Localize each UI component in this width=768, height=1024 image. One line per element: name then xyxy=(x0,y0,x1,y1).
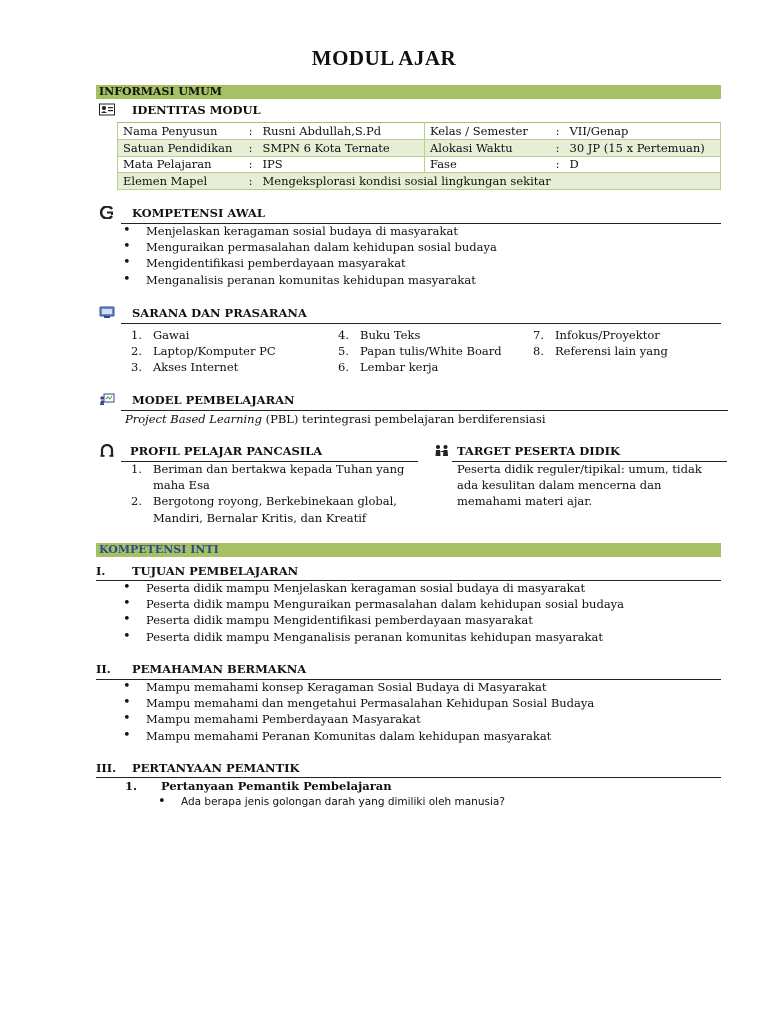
identitas-table xyxy=(117,122,721,190)
section-number: III. xyxy=(96,761,117,775)
list-item: 2. Laptop/Komputer PC xyxy=(131,344,276,359)
row-value: D xyxy=(565,156,721,173)
model-rest: (PBL) terintegrasi pembelajaran berdiferensiasi xyxy=(261,412,546,426)
list-item: • Mampu memahami Peranan Komunitas dalam kehidupan masyarakat xyxy=(121,728,594,744)
list-item: 8. Referensi lain yang xyxy=(533,344,668,359)
separator: : xyxy=(551,139,565,156)
target-line: memahami materi ajar. xyxy=(457,494,593,509)
list-item: • Peserta didik mampu Menjelaskan keragaman sosial budaya di masyarakat xyxy=(121,580,624,596)
section-number: II. xyxy=(96,662,111,676)
profil-list xyxy=(131,461,404,526)
separator: : xyxy=(244,173,258,190)
list-item: • Menganalisis peranan komunitas kehidupan masyarakat xyxy=(121,272,497,288)
kompetensi-awal-list xyxy=(121,223,497,288)
table-row xyxy=(118,139,721,156)
pertanyaan-subheading: Pertanyaan Pemantik Pembelajaran xyxy=(161,779,392,793)
list-item: • Mengidentifikasi pemberdayaan masyarakat xyxy=(121,255,497,271)
kompetensi-awal-heading: KOMPETENSI AWAL xyxy=(132,206,265,220)
list-item: 6. Lembar kerja xyxy=(338,360,439,375)
monitor-icon xyxy=(99,306,115,319)
list-item: • Peserta didik mampu Menganalisis peranan komunitas kehidupan masyarakat xyxy=(121,629,624,645)
list-item: 3. Akses Internet xyxy=(131,360,239,375)
list-item: 2. Bergotong royong, Berkebinekaan global, xyxy=(131,494,397,509)
row-label: Satuan Pendidikan xyxy=(118,139,244,156)
list-item: • Mampu memahami dan mengetahui Permasalahan Kehidupan Sosial Budaya xyxy=(121,695,594,711)
target-line: Peserta didik reguler/tipikal: umum, tidak xyxy=(457,462,702,476)
list-item: • Peserta didik mampu Mengidentifikasi pemberdayaan masyarakat xyxy=(121,612,624,628)
model-italic: Project Based Learning xyxy=(125,412,262,426)
list-item: • Peserta didik mampu Menguraikan permasalahan dalam kehidupan sosial budaya xyxy=(121,596,624,612)
page-title: MODUL AJAR xyxy=(311,46,457,70)
whiteboard-icon xyxy=(99,393,115,406)
pertanyaan-heading: PERTANYAAN PEMANTIK xyxy=(132,761,300,775)
model-heading: MODEL PEMBELAJARAN xyxy=(132,393,295,407)
separator: : xyxy=(551,123,565,140)
row-value: Rusni Abdullah,S.Pd xyxy=(258,123,425,140)
sarana-column-3 xyxy=(533,327,668,359)
pancasila-icon xyxy=(99,444,115,457)
separator: : xyxy=(244,156,258,173)
list-item-continuation: maha Esa xyxy=(153,478,210,493)
sarana-heading: SARANA DAN PRASARANA xyxy=(132,306,307,320)
target-heading: TARGET PESERTA DIDIK xyxy=(457,444,620,458)
list-item: 4. Buku Teks xyxy=(338,328,421,342)
tujuan-list xyxy=(121,580,624,645)
row-label: Kelas / Semester xyxy=(425,123,551,140)
list-item: • Mampu memahami Pemberdayaan Masyarakat xyxy=(121,711,594,727)
row-value: Mengeksplorasi kondisi sosial lingkungan sekitar xyxy=(258,173,721,190)
identitas-heading: IDENTITAS MODUL xyxy=(132,103,261,117)
row-label: Alokasi Waktu xyxy=(425,139,551,156)
list-item: 1. Beriman dan bertakwa kepada Tuhan yang xyxy=(131,462,405,476)
separator: : xyxy=(551,156,565,173)
competency-icon xyxy=(99,206,115,219)
section-number: I. xyxy=(96,564,106,578)
pemahaman-list xyxy=(121,679,594,744)
pertanyaan-list xyxy=(156,794,505,810)
separator: : xyxy=(244,123,258,140)
list-item: • Mampu memahami konsep Keragaman Sosial Budaya di Masyarakat xyxy=(121,679,594,695)
row-value: 30 JP (15 x Pertemuan) xyxy=(565,139,721,156)
row-label: Mata Pelajaran xyxy=(118,156,244,173)
profil-heading: PROFIL PELAJAR PANCASILA xyxy=(130,444,323,458)
table-row xyxy=(118,123,721,140)
tujuan-heading: TUJUAN PEMBELAJARAN xyxy=(132,564,299,578)
row-label: Nama Penyusun xyxy=(118,123,244,140)
id-card-icon xyxy=(99,103,115,116)
row-value: VII/Genap xyxy=(565,123,721,140)
list-item-continuation: Mandiri, Bernalar Kritis, dan Kreatif xyxy=(153,510,367,525)
students-icon xyxy=(434,444,450,457)
list-item: • Ada berapa jenis golongan darah yang dimiliki oleh manusia? xyxy=(156,794,505,810)
row-label: Elemen Mapel xyxy=(118,173,244,190)
divider xyxy=(96,777,721,778)
table-row xyxy=(118,156,721,173)
target-text xyxy=(457,461,702,510)
list-item: 1. Gawai xyxy=(131,328,190,342)
row-value: SMPN 6 Kota Ternate xyxy=(258,139,425,156)
row-label: Fase xyxy=(425,156,551,173)
pemahaman-heading: PEMAHAMAN BERMAKNA xyxy=(132,662,307,676)
list-item: 5. Papan tulis/White Board xyxy=(338,344,502,359)
list-item: 7. Infokus/Proyektor xyxy=(533,328,660,342)
sub-number: 1. xyxy=(125,779,138,793)
sarana-column-1 xyxy=(131,327,276,376)
list-item: • Menguraikan permasalahan dalam kehidupan sosial budaya xyxy=(121,239,497,255)
separator: : xyxy=(244,139,258,156)
table-row xyxy=(118,173,721,190)
list-item: • Menjelaskan keragaman sosial budaya di masyarakat xyxy=(121,223,497,239)
divider xyxy=(121,323,721,324)
section-bar-kompetensi-inti: KOMPETENSI INTI xyxy=(96,543,721,557)
sarana-column-2 xyxy=(338,327,502,376)
section-bar-informasi-umum: INFORMASI UMUM xyxy=(96,85,721,99)
target-line: ada kesulitan dalam mencerna dan xyxy=(457,478,662,493)
row-value: IPS xyxy=(258,156,425,173)
model-text xyxy=(125,411,546,427)
